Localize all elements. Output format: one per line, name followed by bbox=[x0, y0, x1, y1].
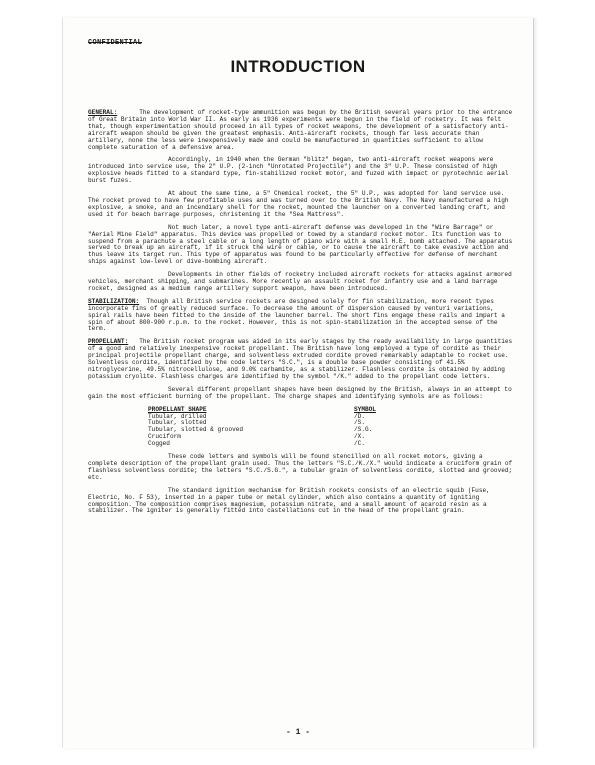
general-paragraph-2: Accordingly, in 1940 when the German "blitz" began, two anti-aircraft rocket weapons were introduced into service use, the 2" U.P. (2-inch "Unrotated Projectile") and the 3" U.P. These consisted of high explosive heads fitted to a standard type, fin-stabilized rocket motor, and fuzed with impact or pyrotechnic aerial burst fuzes. bbox=[88, 156, 509, 185]
section-heading-general: GENERAL: bbox=[88, 109, 118, 116]
stabilization-paragraph: STABILIZATION: Though all British service rockets are designed solely for fin stabilization, more recent types incorporate fins of greatly reduced surface. To decrease the amount of dispersion caused by venturi variations, spiral rails have been fitted to the inside of the launcher barrel. The short fins engage these rails and impart a spin of about 800-900 r.p.m. to the rocket. However, this is not spin-stabilization in the accepted sense of the term. bbox=[88, 297, 505, 333]
page-number: - 1 - bbox=[285, 728, 310, 737]
propellant-paragraph-4: The standard ignition mechanism for British rockets consists of an electric squib (Fuse, Electric, No. F 53), inserted in a paper tube or metal cylinder, which also contains a quantity of igniting composition. The composition comprises magnesium, potassium nitrate, and a small amount of acaroid resin as a stabilizer. The igniter is generally fitted into castellations cut in the head of the propellant grain. bbox=[88, 486, 490, 515]
table-row: Cruciform /X. bbox=[148, 433, 365, 441]
propellant-paragraph-2: Several different propellant shapes have been designed by the British, always in an attempt to gain the most efficient burning of the propellant. The charge shapes and identifying symbols are as follows: bbox=[88, 385, 512, 400]
table-row: Cogged /C. bbox=[148, 440, 365, 448]
general-paragraph-1: GENERAL: The development of rocket-type ammunition was begun by the British several years prior to the entrance of Great Britain into World War II. As early as 1936 experiments were begun in the field of rocketry. It was felt that, though experimentation should proceed in all types of rocket weapons, the development of a satisfactory anti-aircraft weapon should be given the greatest emphasis. Anti-aircraft rockets, though far less accurate than artillery, none the less were inexpensively made and could be manufactured in quantities sufficient to allow complete saturation of a defensive area. bbox=[88, 109, 513, 151]
column-header-shape: PROPELLANT SHAPE bbox=[148, 405, 207, 413]
classification-marking: CONFIDENTIAL bbox=[88, 39, 143, 47]
section-heading-stabilization: STABILIZATION: bbox=[88, 297, 140, 305]
document-page bbox=[62, 18, 534, 748]
section-heading-propellant: PROPELLANT: bbox=[88, 338, 129, 346]
propellant-shape-table bbox=[148, 407, 398, 448]
general-paragraph-4: Not much later, a novel type anti-aircraft defense was developed in the "Wire Barrage" or "Aerial Mine Field" apparatus. This device was propelled or towed by a standard rocket motor. Its function was to suspend from a parachute a steel cable or a long length of piano wire with a small H.E. bomb attached. The apparatus served to break up an aircraft, if it struck the wire or cable, or to cause the aircraft to take evasive action and thus leave its target run. This type of apparatus was found to be particularly effective for defense of merchant ships against low-level or dive-bombing aircraft. bbox=[88, 223, 513, 266]
general-paragraph-3: At about the same time, a 5" Chemical rocket, the 5" U.P., was adopted for land service use. The rocket proved to have few profitable uses and was turned over to the British Navy. The Navy manufactured a high explosive, a smoke, and an incendiary shell for the rocket, mounted the launcher on a converted landing craft, and used it for beach barrage purposes, christening it the "Sea Mattress". bbox=[88, 190, 509, 218]
page-title: INTRODUCTION bbox=[230, 57, 366, 76]
general-paragraph-5: Developments in other fields of rocketry included aircraft rockets for attacks against armored vehicles, merchant shipping, and submarines. More recently an assault rocket for infantry use and a land barrage rocket, designed as a medium range artillery support weapon, have been introduced. bbox=[88, 271, 512, 292]
table-row: Tubular, drilled /D. bbox=[148, 412, 365, 420]
table-row: Tubular, slotted & grooved /S.G. bbox=[148, 426, 373, 434]
propellant-paragraph-3: These code letters and symbols will be found stencilled on all rocket motors, giving a complete description of the propellant grain used. Thus the letters "S.C./K./X." would indicate a cruciform grain of flashless solventless cordite; the letters "S.C./S.G.", a tubular grain of solventless cordite, slotted and grooved; etc. bbox=[88, 453, 513, 481]
document-body bbox=[88, 110, 514, 521]
propellant-paragraph-1: PROPELLANT: The British rocket program was aided in its early stages by the ready availability in large quantities of a good and relatively inexpensive rocket propellant. The British have long employed a type of cordite as their principal projectile propellant charge, and solventless extruded cordite proved remarkably adaptable to rocket use. Solventless cordite, identified by the code letters "S.C.", is a double base powder consisting of 41.5% nitroglycerine, 49.5% nitrocellulose, and 9.0% carbamite, as a stabilizer. Flashless cordite is obtained by adding potassium cryolite. Flashless charges are identified by the symbol "/K." added to the propellant code letters. bbox=[88, 338, 513, 380]
table-row: Tubular, slotted /S. bbox=[148, 419, 365, 427]
column-header-symbol: SYMBOL bbox=[354, 405, 376, 413]
